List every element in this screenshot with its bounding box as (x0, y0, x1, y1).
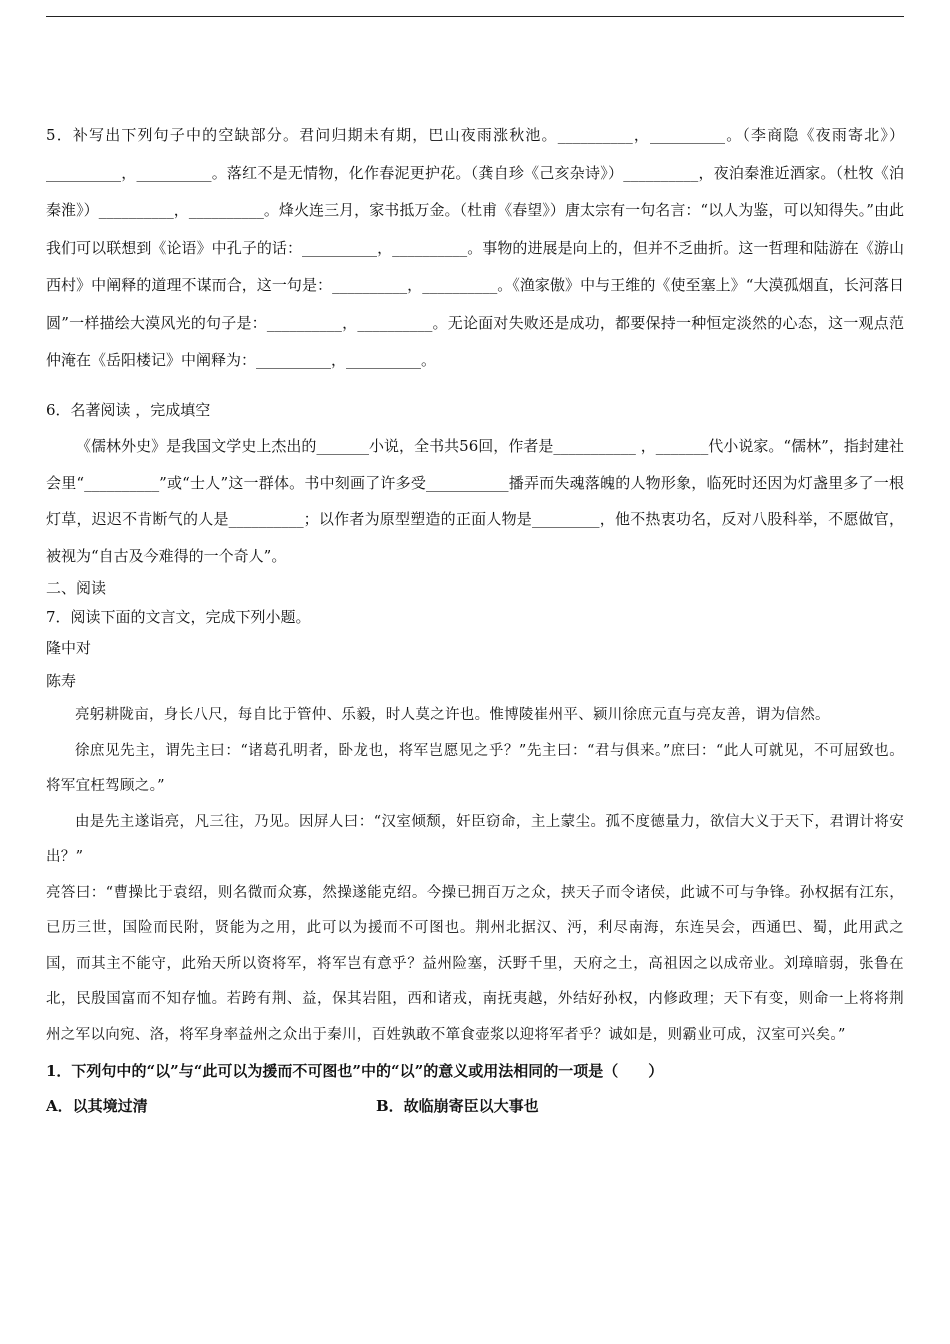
question-1-stem: 1．下列句中的“以”与“此可以为援而不可图也”中的“以”的意义或用法相同的一项是（ ） (46, 1062, 664, 1080)
passage-paragraph-4: 亮答曰：“曹操比于袁绍，则名微而众寡，然操遂能克绍。今操已拥百万之众，挟天子而令诸侯，此诚不可与争锋。孙权据有江东，已历三世，国险而民附，贤能为之用，此可以为援而不可图也。荆州北据汉、沔，利尽南海，东连吴会，西通巴、蜀，此用武之国，而其主不能守，此殆天所以资将军，将军岂有意乎？益州险塞，沃野千里，天府之土，高祖因之以成帝业。刘璋暗弱，张鲁在北，民殷国富而不知存恤。若跨有荆、益，保其岩阻，西和诸戎，南抚夷越，外结好孙权，内修政理；天下有变，则命一上将将荆州之军以向宛、洛，将军身率益州之众出于秦川，百姓孰敢不箪食壶浆以迎将军者乎？诚如是，则霸业可成，汉室可兴矣。” (46, 884, 904, 1043)
question-6-title: 6．名著阅读 ，完成填空 (46, 400, 211, 419)
question-5: 5．补写出下列句子中的空缺部分。君问归期未有期，巴山夜雨涨秋池。__________，__________。（李商隐《夜雨寄北》）__________，__________。落红不是无情物，化作春泥更护花。（龚自珍《己亥杂诗》）__________，夜泊秦淮近酒家。（杜牧《泊秦淮》）__________，__________。烽火连三月，家书抵万金。（杜甫《春望》）唐太宗有一句名言：“以人为鉴，可以知得失。”由此我们可以联想到《论语》中孔子的话：__________，__________。事物的进展是向上的，但并不乏曲折。这一哲理和陆游在《游山西村》中阐释的道理不谋而合，这一句是：__________，__________。《渔家傲》中与王维的《使至塞上》“大漠孤烟直，长河落日圆”一样描绘大漠风光的句子是：__________，__________。无论面对失败还是成功，都要保持一种恒定淡然的心态，这一观点范仲淹在《岳阳楼记》中阐释为：__________，__________。 (46, 126, 904, 369)
passage-paragraph-3: 由是先主遂诣亮，凡三往，乃见。因屏人曰：“汉室倾颓，奸臣窃命，主上蒙尘。孤不度德量力，欲信大义于天下，君谓计将安出？” (46, 813, 904, 865)
question-1-options (46, 1088, 904, 1124)
question-7-instruction: 7．阅读下面的文言文，完成下列小题。 (46, 608, 311, 626)
question-6-body: 《儒林外史》是我国文学史上杰出的_______小说，全书共56回，作者是___________ ，_______代小说家。“儒林”，指封建社会里“__________”或“士人”这一群体。书中刻画了许多受___________播弄而失魂落魄的人物形象，临死时还因为灯盏里多了一根灯草，迟迟不肯断气的人是__________；以作者为原型塑造的正面人物是_________，他不热衷功名，反对八股科举，不愿做官，被视为“自古及今难得的一个奇人”。 (46, 437, 904, 565)
passage-paragraph-2: 徐庶见先主，谓先主曰：“诸葛孔明者，卧龙也，将军岂愿见之乎？”先主曰：“君与俱来。”庶曰：“此人可就见，不可屈致也。将军宜枉驾顾之。” (46, 742, 904, 794)
passage-paragraph-1: 亮躬耕陇亩，身长八尺，每自比于管仲、乐毅，时人莫之许也。惟博陵崔州平、颍川徐庶元直与亮友善，谓为信然。 (75, 707, 830, 723)
header-rule (46, 16, 904, 17)
option-a[interactable]: A．以其境过清 (46, 1096, 148, 1115)
option-b[interactable]: B．故临崩寄臣以大事也 (376, 1096, 539, 1115)
document-body (46, 117, 904, 1124)
passage-author: 陈寿 (46, 672, 77, 690)
section-heading: 二、阅读 (46, 579, 107, 597)
passage-title: 隆中对 (46, 639, 92, 657)
